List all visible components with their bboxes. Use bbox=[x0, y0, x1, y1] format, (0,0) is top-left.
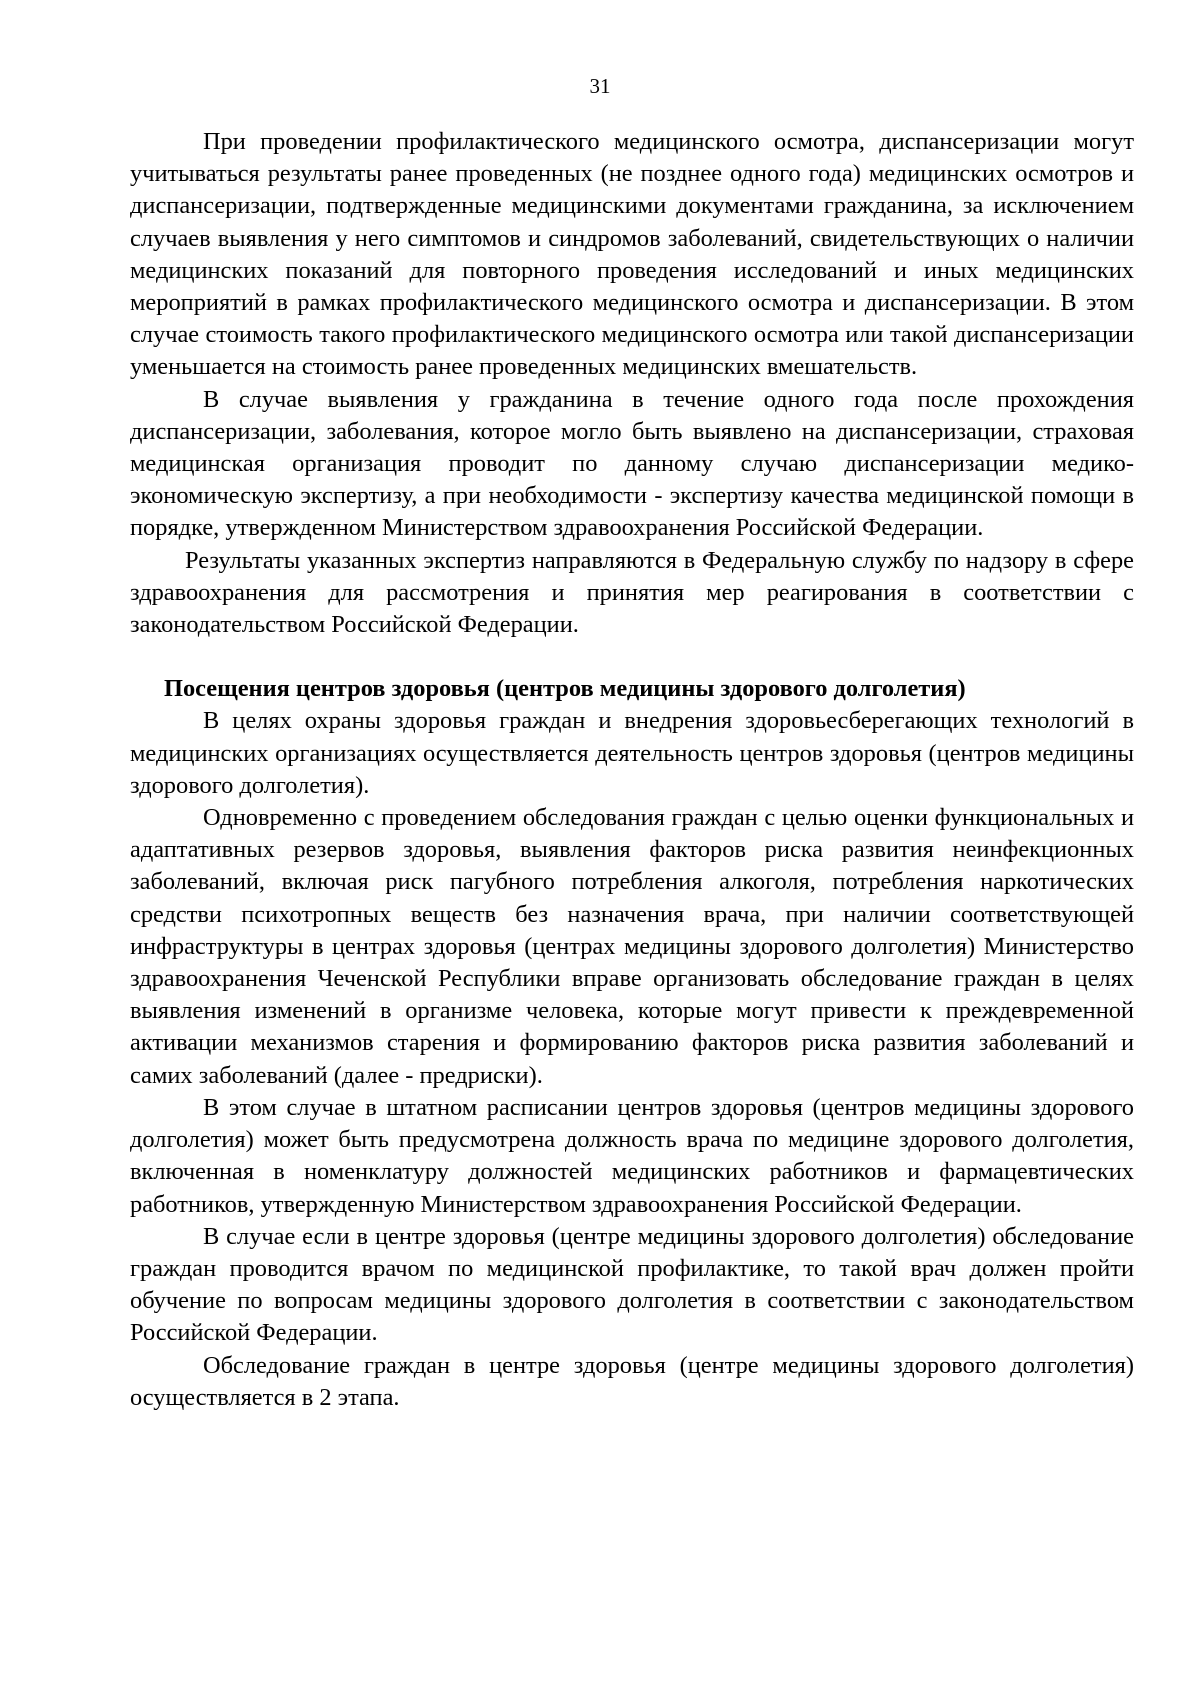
paragraph-staffing-position: В этом случае в штатном расписании центров здоровья (центров медицины здорового долголетия) может быть предусмотрена должность врача по медицине здорового долголетия, включенная в номенклатуру должностей медицинских работников и фармацевтических работников, утвержденную Министерством здравоохранения Российской Федерации. bbox=[130, 1093, 1134, 1218]
paragraph-health-centers-purpose: В целях охраны здоровья граждан и внедрения здоровьесберегающих технологий в медицинских организациях осуществляется деятельность центров здоровья (центров медицины здорового долголетия). bbox=[130, 707, 1134, 799]
page-number: 31 bbox=[589, 74, 611, 98]
paragraph-two-stages: Обследование граждан в центре здоровья (центре медицины здорового долголетия) осуществляется в 2 этапа. bbox=[130, 1351, 1134, 1411]
paragraph-preventive-exam-results: При проведении профилактического медицинского осмотра, диспансеризации могут учитываться результаты ранее проведенных (не позднее одного года) медицинских осмотров и диспансеризации, подтвержденные медицинскими документами гражданина, за исключением случаев выявления у него симптомов и синдромов заболеваний, свидетельствующих о наличии медицинских показаний для повторного проведения исследований и иных медицинских мероприятий в рамках профилактического медицинского осмотра и диспансеризации. В этом случае стоимость такого профилактического медицинского осмотра или такой диспансеризации уменьшается на стоимость ранее проведенных медицинских вмешательств. bbox=[130, 128, 1134, 381]
paragraph-disease-detection-expertise: В случае выявления у гражданина в течение одного года после прохождения диспансеризации, заболевания, которое могло быть выявлено на диспансеризации, страховая медицинская организация проводит по данному случаю диспансеризации медико-экономическую экспертизу, а при необходимости - экспертизу качества медицинской помощи в порядке, утвержденном Министерством здравоохранения Российской Федерации. bbox=[130, 385, 1134, 542]
section-heading-health-centers: Посещения центров здоровья (центров медицины здорового долголетия) bbox=[164, 675, 966, 703]
paragraph-doctor-training: В случае если в центре здоровья (центре медицины здорового долголетия) обследование граждан проводится врачом по медицинской профилактике, то такой врач должен пройти обучение по вопросам медицины здорового долголетия в соответствии с законодательством Российской Федерации. bbox=[130, 1222, 1134, 1347]
paragraph-examination-prerisks: Одновременно с проведением обследования граждан с целью оценки функциональных и адаптативных резервов здоровья, выявления факторов риска развития неинфекционных заболеваний, включая риск пагубного потребления алкоголя, потребления наркотических средстви психотропных веществ без назначения врача, при наличии соответствующей инфраструктуры в центрах здоровья (центрах медицины здорового долголетия) Министерство здравоохранения Чеченской Республики вправе организовать обследование граждан в целях выявления изменений в организме человека, которые могут привести к преждевременной активации механизмов старения и формированию факторов риска развития заболеваний и самих заболеваний (далее - предриски). bbox=[130, 804, 1134, 1089]
page-content bbox=[130, 126, 1134, 1414]
paragraph-expertise-results: Результаты указанных экспертиз направляются в Федеральную службу по надзору в сфере здравоохранения для рассмотрения и принятия мер реагирования в соответствии с законодательством Российской Федерации. bbox=[130, 546, 1134, 639]
